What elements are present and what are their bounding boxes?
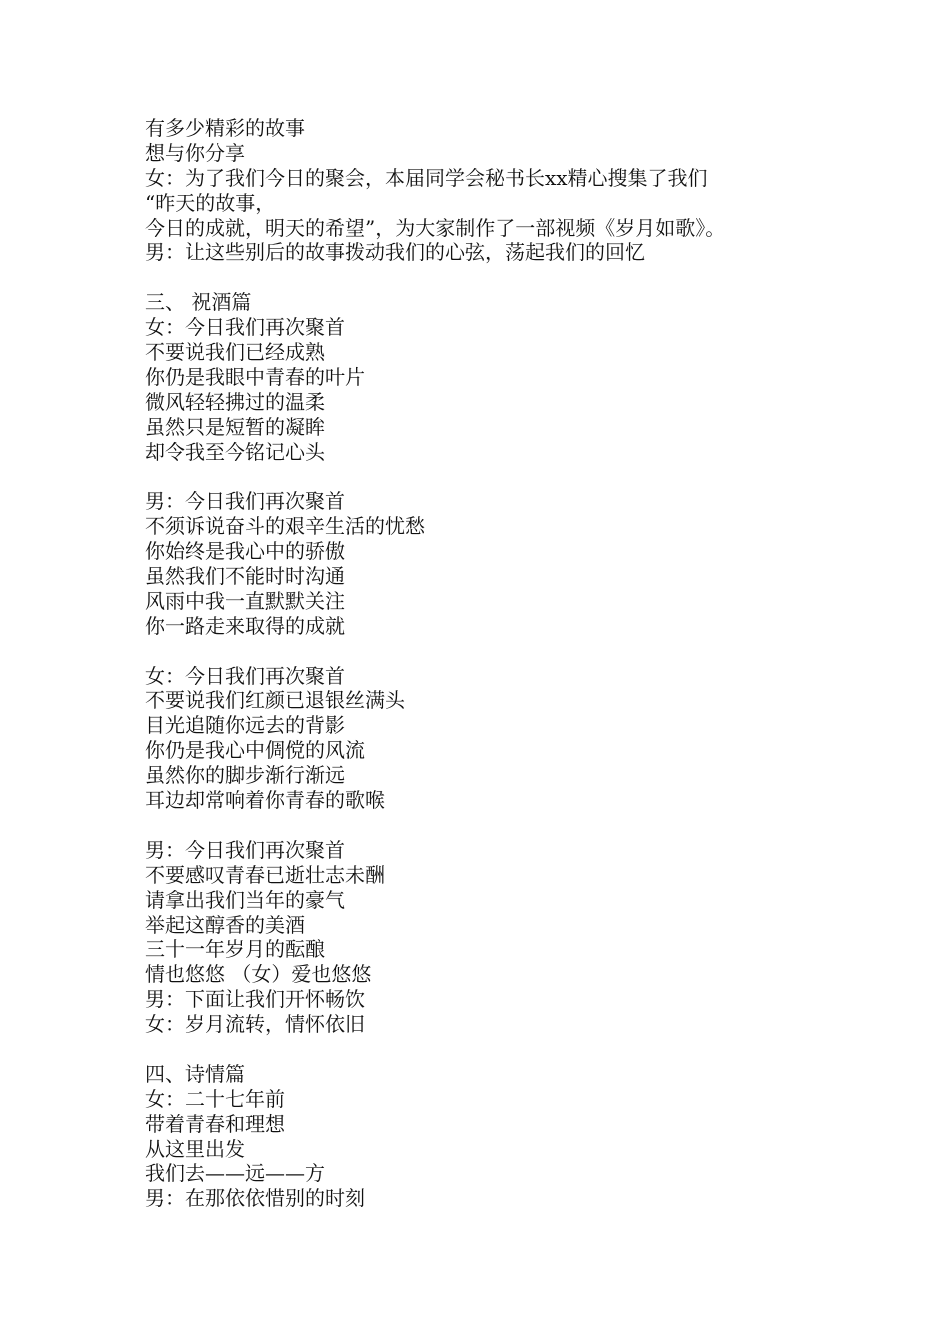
text-line: 举起这醇香的美酒 — [145, 912, 305, 937]
text-line: 不须诉说奋斗的艰辛生活的忧愁 — [145, 514, 425, 539]
text-line: 情也悠悠 （女）爱也悠悠 — [145, 962, 372, 987]
blank-line — [145, 813, 845, 838]
text-line: 女：岁月流转，情怀依旧 — [145, 1012, 365, 1037]
text-line: 从这里出发 — [145, 1136, 245, 1161]
text-line: 虽然只是短暂的凝眸 — [145, 414, 325, 439]
text-line: 你仍是我心中倜傥的风流 — [145, 738, 365, 763]
text-line: 女：为了我们今日的聚会，本届同学会秘书长xx精心搜集了我们 — [145, 165, 708, 190]
blank-line — [145, 464, 845, 489]
text-line: 你仍是我眼中青春的叶片 — [145, 364, 365, 389]
blank-line — [145, 639, 845, 664]
text-line: 目光追随你远去的背影 — [145, 713, 345, 738]
text-line: 三十一年岁月的酝酿 — [145, 937, 325, 962]
blank-line — [145, 265, 845, 290]
text-line: 不要感叹青春已逝壮志未酬 — [145, 862, 385, 887]
section-heading: 三、 祝酒篇 — [145, 290, 252, 315]
text-line: “昨天的故事， — [145, 190, 276, 215]
text-line: 想与你分享 — [145, 140, 245, 165]
text-line: 有多少精彩的故事 — [145, 116, 305, 140]
text-line: 你一路走来取得的成就 — [145, 613, 345, 638]
text-line: 不要说我们红颜已退银丝满头 — [145, 688, 405, 713]
document-body — [145, 116, 845, 1211]
text-line: 微风轻轻拂过的温柔 — [145, 389, 325, 414]
text-line: 请拿出我们当年的豪气 — [145, 887, 345, 912]
text-line: 女：二十七年前 — [145, 1086, 285, 1111]
text-line: 虽然我们不能时时沟通 — [145, 564, 345, 589]
text-line: 却令我至今铭记心头 — [145, 439, 325, 464]
text-line: 男：今日我们再次聚首 — [145, 489, 345, 514]
text-line: 我们去——远——方 — [145, 1161, 325, 1186]
text-line: 不要说我们已经成熟 — [145, 340, 325, 365]
text-line: 今日的成就，明天的希望”，为大家制作了一部视频《岁月如歌》。 — [145, 215, 726, 240]
text-line: 带着青春和理想 — [145, 1111, 285, 1136]
text-line: 男：今日我们再次聚首 — [145, 837, 345, 862]
text-line: 你始终是我心中的骄傲 — [145, 539, 345, 564]
text-line: 耳边却常响着你青春的歌喉 — [145, 788, 385, 813]
text-line: 男：让这些别后的故事拨动我们的心弦，荡起我们的回忆 — [145, 240, 645, 265]
text-line: 男：在那依依惜别的时刻 — [145, 1186, 365, 1211]
text-line: 风雨中我一直默默关注 — [145, 588, 345, 613]
text-line: 男：下面让我们开怀畅饮 — [145, 987, 365, 1012]
text-line: 女：今日我们再次聚首 — [145, 663, 345, 688]
text-line: 虽然你的脚步渐行渐远 — [145, 763, 345, 788]
section-heading: 四、诗情篇 — [145, 1061, 245, 1086]
text-line: 女：今日我们再次聚首 — [145, 315, 345, 340]
blank-line — [145, 1037, 845, 1062]
